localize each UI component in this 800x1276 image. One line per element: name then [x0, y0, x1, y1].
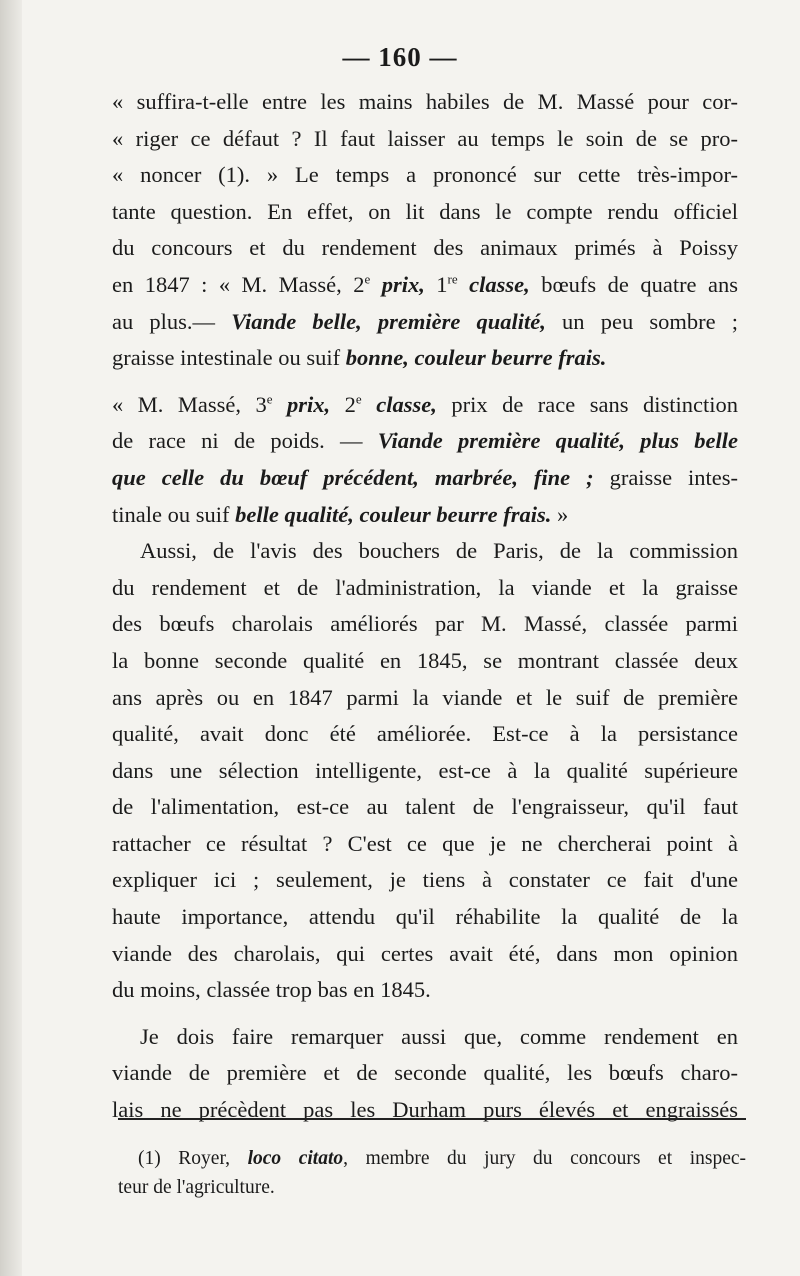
body-line — [112, 1055, 738, 1092]
body-line — [112, 340, 738, 377]
footnote-line — [118, 1173, 746, 1202]
page-number: — 160 — — [342, 42, 458, 72]
text-run: 1 — [436, 271, 448, 297]
italic-text: classe, — [457, 271, 530, 297]
italic-text: Viande première qualité, plus belle — [377, 428, 738, 454]
body-line — [112, 267, 738, 304]
body-line — [112, 387, 738, 424]
text-run: de race ni de poids. — — [112, 428, 378, 454]
body-line — [112, 84, 738, 121]
paragraph-gap — [112, 1009, 738, 1019]
text-run: , membre du jury du concours et inspec- — [343, 1148, 747, 1169]
body-line — [112, 862, 738, 899]
text-run: bœufs de quatre ans — [529, 271, 738, 297]
footnote-separator — [118, 1118, 746, 1120]
text-run: la bonne seconde qualité en 1845, se montrant classée deux — [112, 647, 738, 673]
text-run: viande de première et de seconde qualité, les bœufs charo- — [112, 1060, 738, 1086]
text-run: graisse intes- — [593, 464, 739, 490]
body-line — [112, 753, 738, 790]
body-line — [112, 716, 738, 753]
italic-text: belle qualité, couleur beurre frais. — [235, 501, 552, 527]
body-line — [112, 570, 738, 607]
text-run: du rendement et de l'administration, la viande et la graisse — [112, 574, 738, 600]
text-run: dans une sélection intelligente, est-ce à la qualité supérieure — [112, 757, 738, 783]
main-text — [112, 84, 738, 1129]
text-run: « suffira-t-elle entre les mains habiles de M. Massé pour cor- — [112, 89, 738, 114]
body-line — [112, 972, 738, 1009]
text-run: « noncer (1). » Le temps a prononcé sur cette très-impor- — [112, 162, 738, 188]
body-line — [112, 230, 738, 267]
text-run: ans après ou en 1847 parmi la viande et le suif de première — [112, 684, 738, 710]
text-run: haute importance, attendu qu'il réhabilite la qualité de la — [112, 904, 738, 930]
text-run: tinale ou suif — [112, 501, 236, 527]
text-run: » — [551, 501, 569, 527]
text-run: du moins, classée trop bas en 1845. — [112, 977, 431, 1003]
text-run: rattacher ce résultat ? C'est ce que je ne chercherai point à — [112, 830, 738, 856]
italic-text: Viande belle, première qualité, — [231, 308, 546, 334]
italic-text: que celle du bœuf précédent, marbrée, fine ; — [112, 464, 594, 490]
body-line — [112, 497, 738, 534]
text-run: Je dois faire remarquer aussi que, comme rendement en — [140, 1023, 738, 1049]
footnote-line — [118, 1144, 746, 1173]
italic-text: prix, — [370, 271, 437, 297]
text-run: « M. Massé, 3 — [112, 391, 267, 417]
italic-text: bonne, couleur beurre frais. — [345, 345, 607, 371]
text-run: des bœufs charolais améliorés par M. Massé, classée parmi — [112, 611, 738, 637]
text-run: « riger ce défaut ? Il faut laisser au temps le soin de se pro- — [112, 125, 738, 151]
text-run: en 1847 : « M. Massé, 2 — [112, 271, 365, 297]
superscript: e — [266, 391, 273, 407]
superscript: re — [447, 271, 458, 287]
italic-text: classe, — [361, 391, 437, 417]
page-gutter-shadow — [0, 0, 22, 1276]
text-run: du concours et du rendement des animaux primés à Poissy — [112, 235, 738, 261]
text-run: expliquer ici ; seulement, je tiens à constater ce fait d'une — [112, 867, 738, 893]
superscript: e — [364, 271, 371, 287]
body-line — [112, 789, 738, 826]
superscript: e — [355, 391, 362, 407]
body-line — [112, 194, 738, 231]
body-line — [112, 1019, 738, 1056]
text-run: de l'alimentation, est-ce au talent de l'engraisseur, qu'il faut — [112, 794, 738, 820]
body-line — [112, 936, 738, 973]
body-line — [112, 423, 738, 460]
text-run: teur de l'agriculture. — [118, 1177, 275, 1198]
text-run: 2 — [344, 391, 356, 417]
text-run: prix de race sans distinction — [436, 391, 739, 417]
text-run: viande des charolais, qui certes avait été, dans mon opinion — [112, 940, 738, 966]
body-line — [112, 304, 738, 341]
body-line — [112, 460, 738, 497]
text-run: (1) Royer, — [138, 1148, 248, 1169]
body-line — [112, 899, 738, 936]
italic-text: prix, — [272, 391, 345, 417]
body-line — [112, 121, 738, 158]
text-run: au plus.— — [112, 308, 232, 334]
footnote — [118, 1144, 746, 1202]
body-line — [112, 826, 738, 863]
text-run: lais ne précèdent pas les Durham purs élevés et engraissés — [112, 1097, 738, 1123]
italic-text: loco citato — [247, 1148, 344, 1169]
text-run: un peu sombre ; — [545, 308, 738, 334]
text-run: tante question. En effet, on lit dans le compte rendu officiel — [112, 198, 738, 224]
text-run: qualité, avait donc été améliorée. Est-ce à la persistance — [112, 721, 738, 747]
body-line — [112, 157, 738, 194]
body-line — [112, 680, 738, 717]
body-line — [112, 1092, 738, 1129]
text-run: graisse intestinale ou suif — [112, 345, 346, 371]
body-line — [112, 643, 738, 680]
paragraph-gap — [112, 377, 738, 387]
body-line — [112, 606, 738, 643]
text-run: Aussi, de l'avis des bouchers de Paris, de la commission — [140, 538, 738, 564]
body-line — [112, 533, 738, 570]
